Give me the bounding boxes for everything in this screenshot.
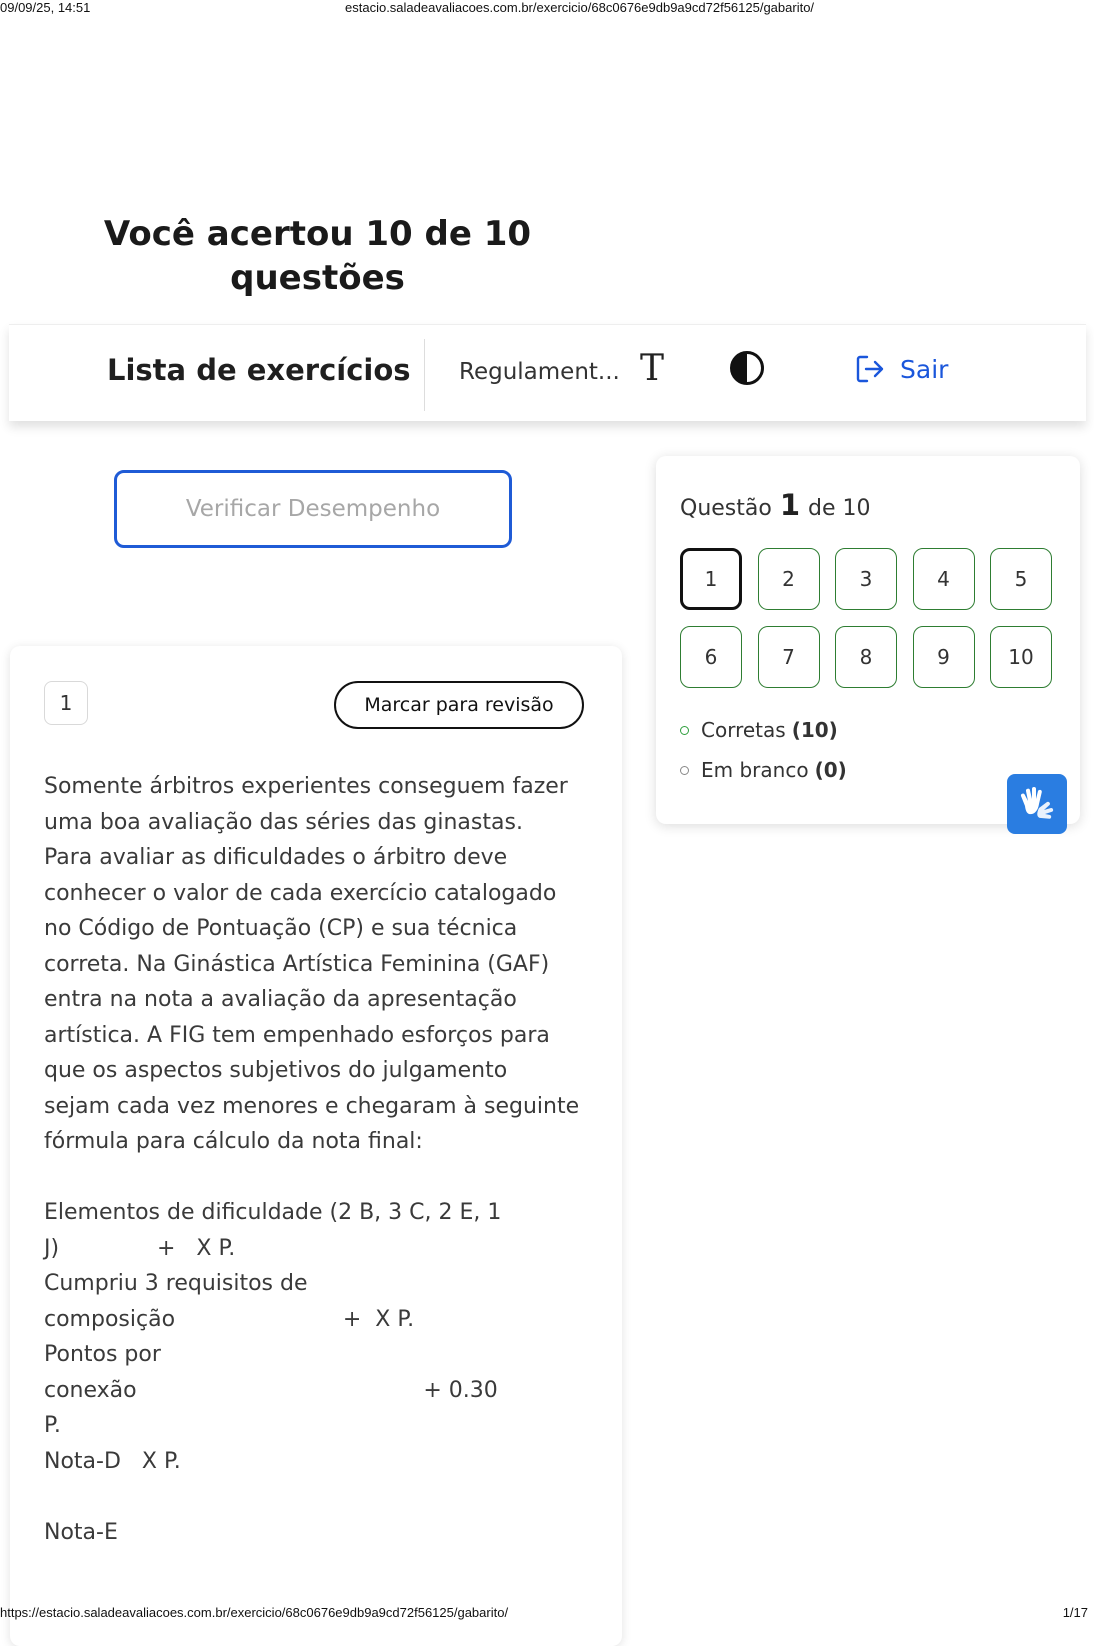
question-card (10, 646, 622, 1646)
legend-correct-label: Corretas (701, 718, 786, 742)
regulation-link[interactable]: Regulament... (459, 359, 620, 385)
blank-status-icon (680, 766, 689, 775)
print-datetime: 09/09/25, 14:51 (0, 0, 91, 15)
question-nav-7[interactable]: 7 (758, 626, 820, 688)
question-counter (680, 488, 871, 522)
logout-button[interactable] (854, 349, 948, 389)
question-nav-5[interactable]: 5 (990, 548, 1052, 610)
verify-performance-button[interactable]: Verificar Desempenho (114, 470, 512, 548)
question-nav-4[interactable]: 4 (913, 548, 975, 610)
question-nav-8[interactable]: 8 (835, 626, 897, 688)
score-title: Você acertou 10 de 10 questões (103, 214, 532, 298)
question-grid (680, 548, 1052, 688)
print-footer (0, 1605, 1094, 1621)
print-footer-url: https://estacio.saladeavaliacoes.com.br/exercicio/68c0676e9db9a9cd72f56125/gabarito/ (0, 1605, 509, 1620)
mark-for-review-button[interactable]: Marcar para revisão (334, 681, 584, 729)
question-nav-2[interactable]: 2 (758, 548, 820, 610)
print-page-number: 1/17 (1062, 1605, 1088, 1620)
question-nav-6[interactable]: 6 (680, 626, 742, 688)
contrast-icon[interactable] (729, 350, 765, 386)
legend-blank-count: (0) (814, 758, 847, 782)
question-counter-total: de 10 (808, 496, 871, 521)
question-number-badge: 1 (44, 681, 88, 725)
question-text: Somente árbitros experientes conseguem fazer uma boa avaliação das séries das ginastas. Para avaliar as dificuldades o árbitro deve conhecer o valor de cada exercício catalogado no Código de Pontuação (CP) e sua técnica correta. Na Ginástica Artística Feminina (GAF) entra na nota a avaliação da apresentação artística. A FIG tem empenhado esforços para que os aspectos subjetivos do julgamento sejam cada vez menores e chegaram à seguinte fórmula para cálculo da nota final: Elementos de dificuldade (2 B, 3 C, 2 E, 1 J) + X P. Cumpriu 3 requisitos de composição + X P. Pontos por conexão + 0.30 P. Nota-D X P. Nota-E (44, 774, 580, 1545)
hands-sign-language-icon (1017, 784, 1057, 824)
sign-language-button[interactable] (1007, 774, 1067, 834)
legend-blank (680, 758, 847, 782)
print-header-url: estacio.saladeavaliacoes.com.br/exercicio/68c0676e9db9a9cd72f56125/gabarito/ (345, 0, 815, 15)
logout-icon (854, 353, 886, 385)
logout-label: Sair (900, 354, 949, 384)
question-navigator (656, 456, 1080, 824)
question-nav-3[interactable]: 3 (835, 548, 897, 610)
question-nav-10[interactable]: 10 (990, 626, 1052, 688)
question-nav-1[interactable]: 1 (680, 548, 742, 610)
legend-blank-label: Em branco (701, 758, 809, 782)
question-counter-label: Questão (680, 496, 772, 521)
topbar-divider (424, 339, 425, 411)
page-title: Lista de exercícios (107, 353, 411, 387)
correct-status-icon (680, 726, 689, 735)
font-size-icon[interactable]: T (639, 348, 664, 389)
legend-correct-count: (10) (791, 718, 838, 742)
question-counter-current: 1 (779, 488, 801, 522)
top-bar (9, 324, 1086, 421)
question-nav-9[interactable]: 9 (913, 626, 975, 688)
print-header (0, 0, 1094, 16)
legend-correct (680, 718, 838, 742)
